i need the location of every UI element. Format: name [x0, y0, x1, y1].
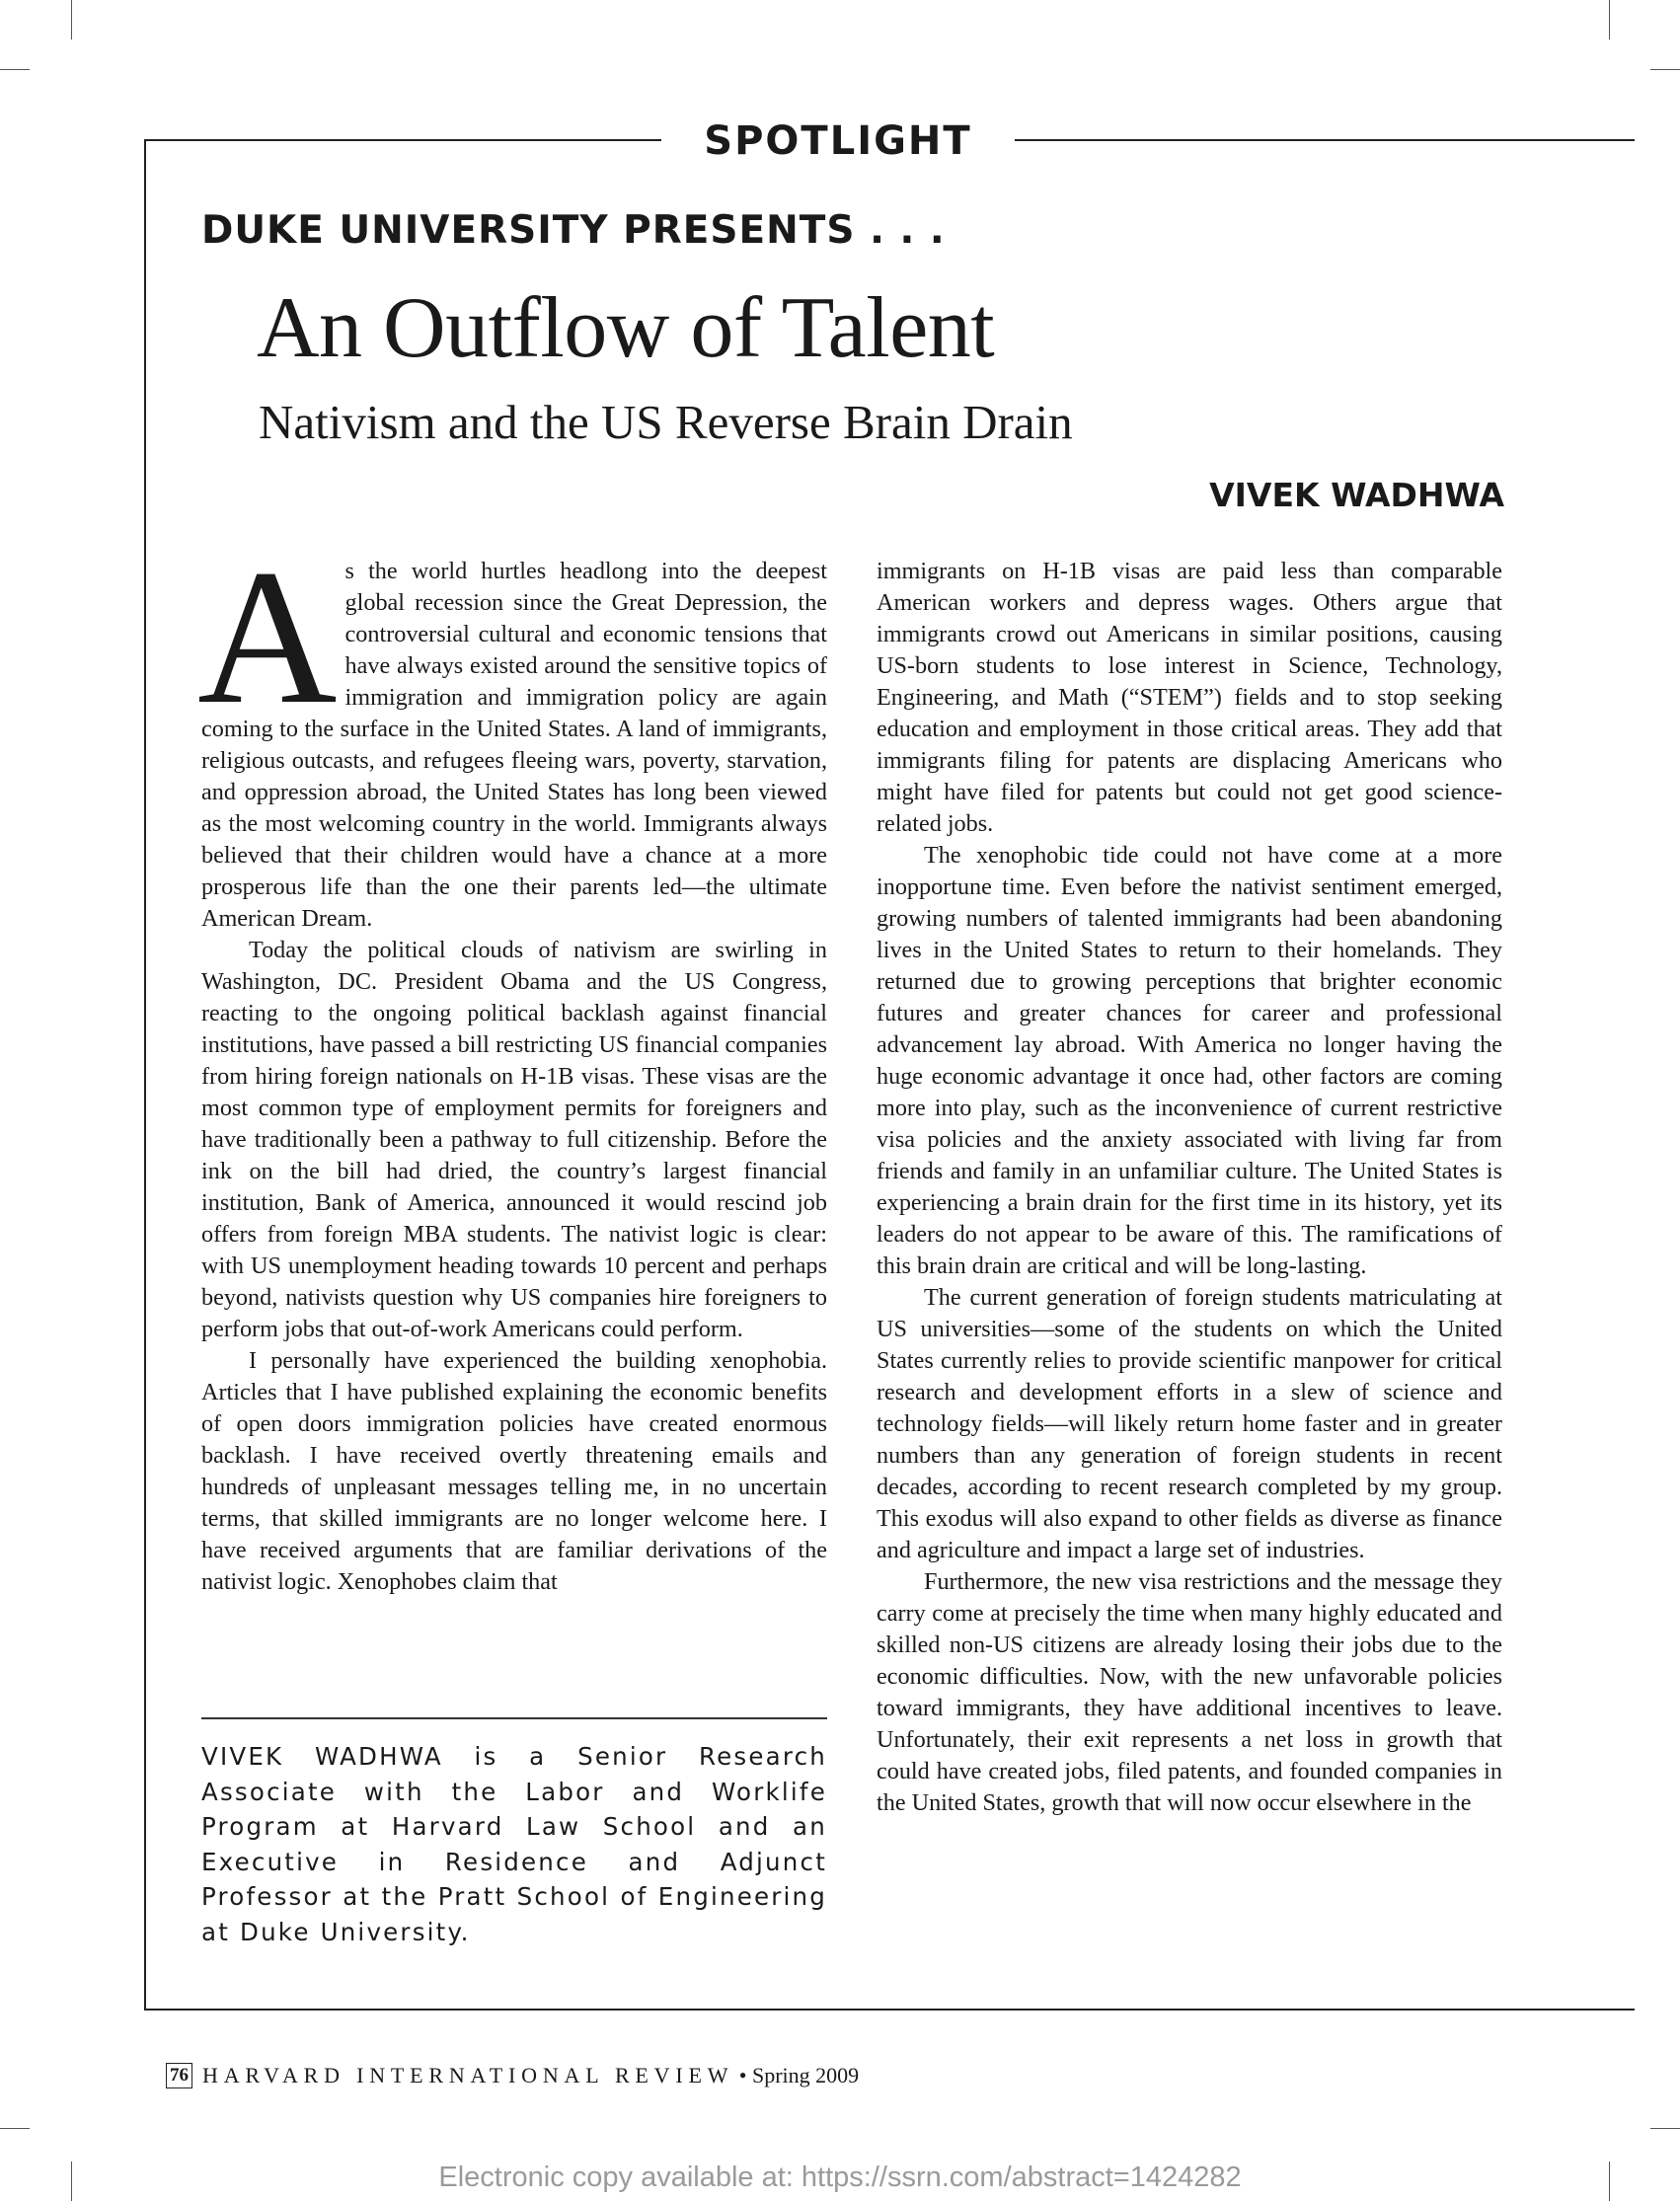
article-author: VIVEK WADHWA	[1209, 476, 1504, 514]
page-footer	[166, 2060, 859, 2091]
frame-rule-left	[144, 139, 146, 2010]
paragraph: immigrants on H-1B visas are paid less than comparable American workers and depress wages. Others argue that immigrants crowd out Americans in similar positions, causing US-born students to lose interest in Science, Technology, Engineering, and Math (“STEM”) fields and to stop seeking education and employment in those critical areas. They add that immigrants filing for patents are displacing Americans who might have filed for patents but could not get good science-related jobs.	[877, 558, 1502, 837]
presents-heading: DUKE UNIVERSITY PRESENTS . . .	[201, 208, 946, 253]
paragraph-text: s the world hurtles headlong into the deepest global recession since the Great Depression, the controversial cultural and economic tensions that have always existed around the sensitive topics of immigration and immigration policy are again coming to the surface in the United States. A land of immigrants, religious outcasts, and refugees fleeing wars, poverty, starvation, and oppression abroad, the United States has long been viewed as the most welcoming country in the world. Immigrants always believed that their children would have a chance at a more prosperous life than the one their parents led—the ultimate American Dream.	[201, 558, 827, 932]
crop-mark	[71, 0, 72, 39]
crop-mark	[0, 2128, 30, 2129]
issue-date: • Spring 2009	[733, 2063, 860, 2087]
paragraph: Today the political clouds of nativism are swirling in Washington, DC. President Obama and the US Congress, reacting to the ongoing political backlash against financial institutions, have passed a bill restricting US financial companies from hiring foreign nationals on H-1B visas. These visas are the most common type of employment permits for foreigners and have traditionally been a pathway to full citizenship. Before the ink on the bill had dried, the country’s largest financial institution, Bank of America, announced it would rescind job offers from foreign MBA students. The nativist logic is clear: with US unemployment heading towards 10 percent and perhaps beyond, nativists question why US companies hire foreigners to perform jobs that out-of-work Americans could perform.	[201, 937, 827, 1342]
journal-name: HARVARD INTERNATIONAL REVIEW	[202, 2063, 734, 2087]
crop-mark	[0, 69, 30, 70]
page-number: 76	[166, 2063, 192, 2088]
article-title: An Outflow of Talent	[257, 280, 995, 376]
bio-divider	[201, 1717, 827, 1719]
author-bio: VIVEK WADHWA is a Senior Research Associate with the Labor and Worklife Program at Harvard Law School and an Executive in Residence and Adjunct Professor at the Pratt School of Engineering at Duke University.	[201, 1742, 827, 1946]
paragraph: I personally have experienced the building xenophobia. Articles that I have published explaining the economic benefits of open doors immigration policies have created enormous backlash. I have received overtly threatening emails and hundreds of unpleasant messages telling me, in no uncertain terms, that skilled immigrants are no longer welcome here. I have received arguments that are familiar derivations of the nativist logic. Xenophobes claim that	[201, 1347, 827, 1595]
article-column-left	[197, 530, 827, 1598]
crop-mark	[1650, 2128, 1680, 2129]
article-column-right	[877, 556, 1502, 1819]
ssrn-watermark: Electronic copy available at: https://ssrn.com/abstract=1424282	[438, 2162, 1242, 2193]
frame-rule-top-left	[144, 139, 661, 141]
crop-mark	[1609, 0, 1610, 39]
drop-cap: A	[197, 530, 338, 744]
paragraph: Furthermore, the new visa restrictions and the message they carry come at precisely the time when many highly educated and skilled non-US citizens are already losing their jobs due to the economic difficulties. Now, with the new unfavorable policies toward immigrants, they have additional incentives to leave. Unfortunately, their exit represents a net loss in growth that could have created jobs, filed patents, and founded companies in the United States, growth that will now occur elsewhere in the	[877, 1568, 1502, 1816]
crop-mark	[1650, 69, 1680, 70]
article-subtitle: Nativism and the US Reverse Brain Drain	[259, 395, 1073, 449]
paragraph: The xenophobic tide could not have come at a more inopportune time. Even before the nativist sentiment emerged, growing numbers of talented immigrants had been abandoning lives in the United States to return to their homelands. They returned due to growing perceptions that brighter economic futures and greater chances for career and professional advancement lay abroad. With America no longer having the huge economic advantage it once had, other factors are coming more into play, such as the inconvenience of current restrictive visa policies and the anxiety associated with living far from friends and family in an unfamiliar culture. The United States is experiencing a brain drain for the first time in its history, yet its leaders do not appear to be aware of this. The ramifications of this brain drain are critical and will be long-lasting.	[877, 842, 1502, 1279]
frame-rule-top-right	[1015, 139, 1635, 141]
paragraph	[197, 530, 827, 935]
paragraph: The current generation of foreign students matriculating at US universities—some of the students on which the United States currently relies to provide scientific manpower for critical research and development efforts in a slew of science and technology fields—will likely return home faster and in greater numbers than any generation of foreign students in recent decades, according to recent research completed by my group. This exodus will also expand to other fields as diverse as finance and agriculture and impact a large set of industries.	[877, 1284, 1502, 1563]
frame-rule-bottom	[144, 2009, 1635, 2011]
section-label: SPOTLIGHT	[704, 118, 972, 164]
